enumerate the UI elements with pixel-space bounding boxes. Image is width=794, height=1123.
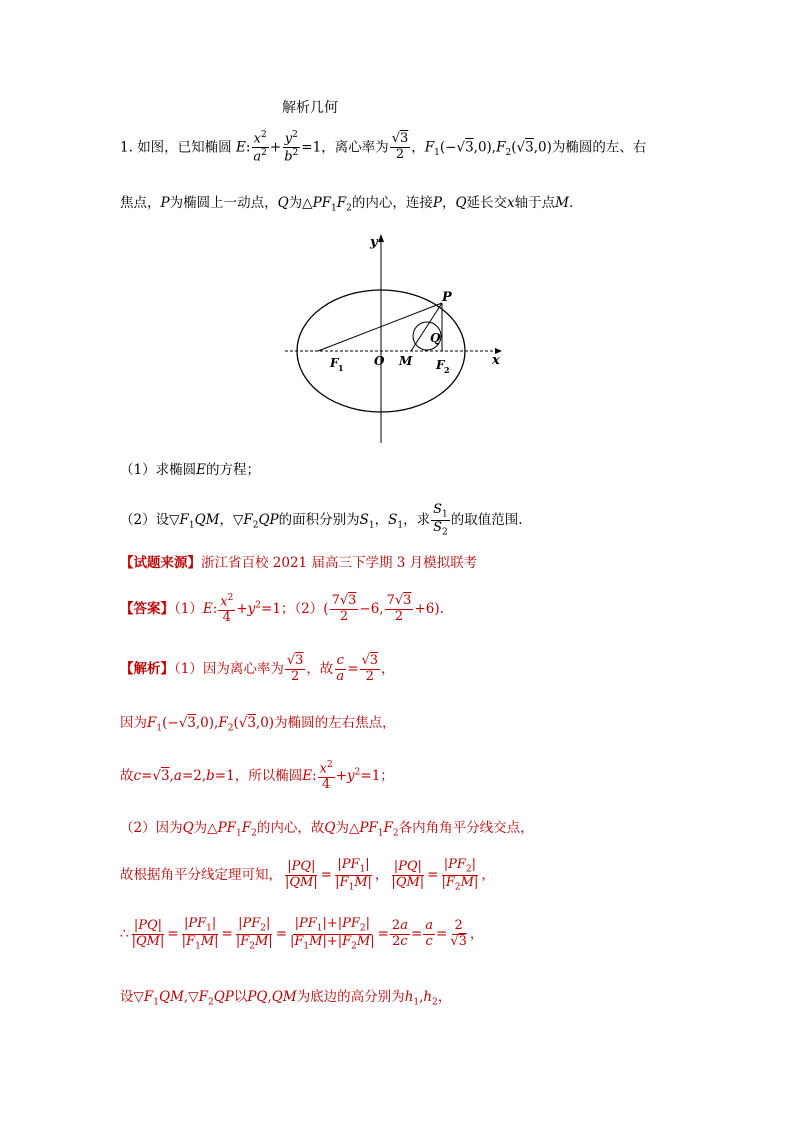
- question-2: （2）设$▽F_1QM$，$▽F_2QP$的面积分别为$S_1$，$S_1$，求 $\frac{S_1}{S_2}$ 的取值范围.: [120, 502, 523, 538]
- source-text: 浙江省百校 2021 届高三下学期 3 月模拟联考: [201, 555, 478, 571]
- y-axis-arrow: [378, 234, 384, 242]
- answer-label: 【答案】: [120, 601, 174, 618]
- label-m: M: [399, 354, 413, 368]
- problem-line-2: 焦点，P为椭圆上一动点，Q为$\triangle PF_1F_2$的内心，连接P，Q延长交x轴于点M.: [120, 195, 574, 214]
- analysis-line-4: （2）因为Q为$\triangle PF_1F_2$的内心，故Q为$\triangle PF_1F_2$各内角角平分线交点，: [120, 820, 534, 839]
- label-p: P: [442, 290, 452, 305]
- analysis-line-7: 设$▽F_1QM,▽F_2QP$以PQ,QM为底边的高分别为$h_1,h_2$，: [120, 989, 452, 1008]
- problem-lead: 如图，已知椭圆: [137, 139, 232, 156]
- label-y: y: [370, 235, 378, 250]
- label-f2: F: [436, 358, 445, 372]
- analysis-line-2: 因为$F_1(-√3,0),F_2(√3,0)$为椭圆的左右焦点，: [120, 715, 396, 734]
- ellipse-figure: [280, 228, 510, 448]
- source-line: [120, 551, 477, 571]
- label-f2-sub: 2: [444, 365, 450, 375]
- analysis-label: 【解析】: [120, 660, 174, 677]
- analysis-line-5: 故根据角平分线定理可知， $\frac{|PQ|}{|QM|}$ = $\frac{|PF_1|}{|F_1M|}$ ， $\frac{|PQ|}{|QM|}$ = $\frac{|PF_2|}{|F_2M|}$ ，: [120, 857, 495, 893]
- analysis-line-6: ∴ $\frac{|PQ|}{|QM|}$ = $\frac{|PF_1|}{|F_1M|}$ = $\frac{|PF_2|}{|F_2M|}$ = $\frac{|PF_1|+|PF_2|}{|F_1M|+|F_2M|}$ = $\frac{2a}{2c}$ = $\frac{a}{c}$ = $\frac{2}{√3}$ ，: [120, 916, 484, 952]
- question-1: （1）求椭圆E的方程；: [120, 462, 260, 478]
- segment-pf1: [318, 303, 442, 351]
- problem-number: 1.: [120, 139, 133, 156]
- label-f1: F: [330, 356, 339, 370]
- label-o: O: [374, 354, 385, 368]
- analysis-line-1: 【解析】（1）因为离心率为 $\frac{√3}{2}$ ，故 $\frac{c}{a}$ = $\frac{√3}{2}$ ，: [120, 653, 395, 684]
- source-label: 【试题来源】: [120, 555, 201, 571]
- label-x: x: [492, 353, 500, 368]
- label-q: Q: [430, 331, 441, 345]
- problem-line-1: 1. 如图，已知椭圆 E: $\frac{x^2}{a^2}$ + $\frac{y^2}{b^2}$ =1，离心率为 $\frac{√3}{2}$ ，$F_1(-√3,0),F_2(√3,0)$为椭圆的左、右: [120, 130, 647, 165]
- analysis-line-3: 故c=√3,a=2,b=1，所以椭圆E: $\frac{x^2}{4}$ $+y^2=1$；: [120, 760, 394, 793]
- answer-line: 【答案】（1）E: $\frac{x^2}{4}$ $+y^2=1$；（2）( $\frac{7√3}{2}$ −6, $\frac{7√3}{2}$ +6).: [120, 593, 444, 626]
- page-title: 解析几何: [282, 100, 338, 116]
- label-f1-sub: 1: [338, 363, 344, 373]
